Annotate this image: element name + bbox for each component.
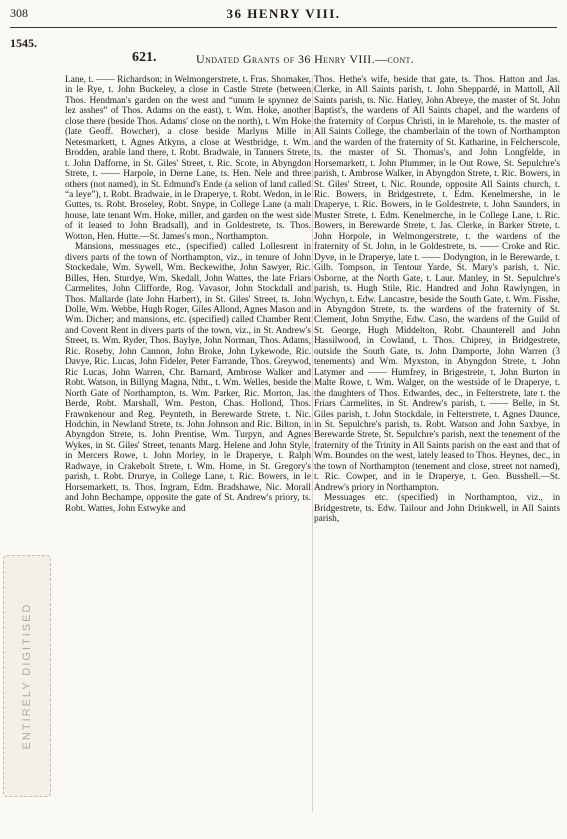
running-head: 36 HENRY VIII.	[226, 6, 341, 21]
paragraph: Messuages etc. (specified) in Northampton, viz., in Bridgestrete, ts. Edw. Tailour and John Drinkwell, in All Saints parish,	[314, 493, 560, 525]
left-column	[65, 75, 311, 514]
paragraph: Lane, t. —— Richardson; in Welmongerstrete, t. Fras. Shomaker, in le Rye, t. John Buckeley, a close in Castle Strete (between Thos. Hendman's garden on the west and “unum le spynnez de lez asshes” of Thos. Adams on the east), t. Wm. Hoke, another close there (beside Thos. Adams' close on the north), t. Wm Hoke (late Geoff. Bowcher), a close beside Marlyns Mille in Netesmarkett, t. Agnes Atkyns, a close at Westbridge, t. Wm. Brodden, arable land there, t. Robt. Bradwale, in Tanners Strete, t. John Dafforne, in St. Giles' Street, t. Ric. Scote, in Abyngdon Strete, t. —— Harpole, in Derne Lane, ts. Hen. Nele and three others (not named), in St. Edmund's Ende (a selion of land called “a leye”), t. Robt. Bradwaie, in le Draperye, t. Robt. Wedon, in le Guttes, ts. Robt. Broseley, Robt. Snype, in College Lane (a malt house, late tenant Wm. Hoke, miller, and garden on the west side of it leased to John Bradsall), and in Goldestrete, ts. Thos. Wotton, Hen. Hutte.—St. James's mon., Northampton.	[65, 75, 311, 242]
stamp-text: ENTIRELY DIGITISED	[21, 602, 33, 750]
right-column	[314, 75, 560, 524]
entry-title: Undated Grants of 36 Henry VIII.—cont.	[196, 52, 415, 66]
paragraph: Mansions, messuages etc., (specified) called Lollesrent in divers parts of the town of Northampton, viz., in tenure of John Stockedale, Wm. Sywell, Wm. Beckewithe, John Sawyer, Ric. Billes, Hen. Sturdye, Wm. Skedall, John Wattes, the late Friars Carmelites, John Clifforde, Rog. Vavasor, John Stockdall and Thos. Mallarde (late John Harbert), in St. Giles' Street, ts. John Dolle, Wm. Webbe, Hugh Roger, Giles Allond, Agnes Mason and Wm. Dicher; and mansions, etc. (specified) called Chamber Rent and Covent Rent in divers parts of the town, viz., in St. Andrew's Street, ts. Wm. Ryder, Thos. Baylye, John Norman, Thos. Adams, Ric. Roseby, John Cannon, John Broke, John Lykewode, Ric. Davye, Ric. Lucas, John Fideler, Peter Farrande, Thos. Greywod, Ric Lucas, John Warren, Chr. Barnard, Ambrose Walker and Robt. Watson, in Billyng Magna, Ntht., t. Wm. Welles, beside the North Gate of Northampton, ts. Wm. Parker, Ric. Morton, Jas. Berde, Robt. Marshall, Wm. Peston, Chas. Hollond, Thos. Frawnkenour and Reg. Peynteth, in Berewarde Strete, t. Nic. Hodchin, in Newland Strete, ts. John Johnson and Ric. Bilton, in Abyngdon Strete, ts. John Prentise, Wm. Turpyn, and Agnes Wykes, in St. Giles' Street, tenants Marg. Helene and John Style, in Mercers Rowe, t. John Morley, in le Draperye, t. Ralph Radwaye, in Crakebolt Strete, t. Wm. Home, in St. Gregory's parish, t. Robt. Drurye, in College Lane, t. Ric. Bowers, in le Horsemarkett, ts. Thos. Ingram, Edm. Bradshawe, Nic. Morall and John Bechampe, opposite the gate of St. Andrew's priory, ts. Robt. Wattes, John Estwyke and	[65, 242, 311, 514]
entry-number: 621.	[132, 50, 157, 65]
year-marginal: 1545.	[10, 36, 37, 50]
gutter-rule	[312, 76, 313, 812]
page-number: 308	[10, 6, 28, 20]
paragraph: Thos. Hethe's wife, beside that gate, ts. Thos. Hatton and Jas. Clerke, in All Saints parish, t. John Sheppardé, in Mattoll, All Saints parish, ts. Nic. Hatley, John Abreye, the master of St. John Baptist's, the wardens of All Saints chapel, and the wardens of the fraternity of Corpus Christi, in le Marehole, ts. the master of All Saints College, the chamberlain of the town of Northampton and the warden of the fraternity of St. Katharine, in Felcherscole, ts. the master of St. Thomas's, and John Longfelde, in Horsemarkett, t. John Plummer, in le Out Rowe, St. Sepulchre's parish, t. Ambrose Walker, in Abyngdon Strete, t. Ric. Bowers, in St. Giles' Street, t. Nic. Rounde, opposite All Saints church, t. Ric. Bowers, in Bridgestrete, t. Edm. Kenelmershe, in le Draperye, t. Ric. Bowers, in le Goldestrete, t. John Saunders, in Muster Strete, t. Edm. Kenelmerche, in le College Lane, t. Ric. Bowers, in Berewarde Strete, t. Jas. Clerke, in Barker Strete, t. John Horpole, in Welmongerstrete, t. the wardens of the fraternity of St. John, in le Goldestrete, ts. —— Croke and Ric. Dyve, in le Draperye, late t. —— Dodyngton, in le Berewarde, t. Gilb. Tompson, in Tentour Yarde, St. Mary's parish, t. Nic. Osborne, at the North Gate, t. Laur. Manley, in St. Sepulchre's parish, ts. Hugh Stile, Ric. Handred and John Rawlyngen, in Wychyn, t. Edw. Lancastre, beside the South Gate, t. Wm. Fisshe, in Abyngdon Strete, ts. the wardens of the fraternity of St. Clement, John Smythe, Edw. Caso, the wardens of the Guild of St. George, Hugh Middelton, Robt. Chaunterell and John Hassilwood, in Cowland, t. Thos. Chiprey, in Bridgestrete, outside the South Gate, ts. John Damporte, John Warren (3 tenements) and Wm. Myxston, in Abyngdon Strete, t. John Latymer and —— Humfrey, in Brigestrete, t. John Burton in Malte Rowe, t. Wm. Walger, on the westside of le Draperye, t. the daughters of Thos. Edwardes, dec., in Felterstrete, late t. the Friars Carmelites, in St. Andrew's parish, t. —— Belle, in St. Giles parish, t. John Stockdale, in Felterstrete, t. Agnes Daunce, in St. Sepulchre's parish, ts. Robt. Watson and John Saxbye, in Berewarde Strete, St. Sepulchre's parish, next the tenement of the fraternity of the Trinity in All Saints parish on the east and that of Wm. Boundes on the west, lately leased to Thos. Heynes, dec., in the town of Northampton (tenement and close, street not named), t. Ric. Cowper, and in le Draperye, t. Geo. Busshell.—St. Andrew's priory in Northampton.	[314, 75, 560, 493]
header-rule	[10, 27, 557, 28]
digitised-stamp	[3, 555, 51, 797]
